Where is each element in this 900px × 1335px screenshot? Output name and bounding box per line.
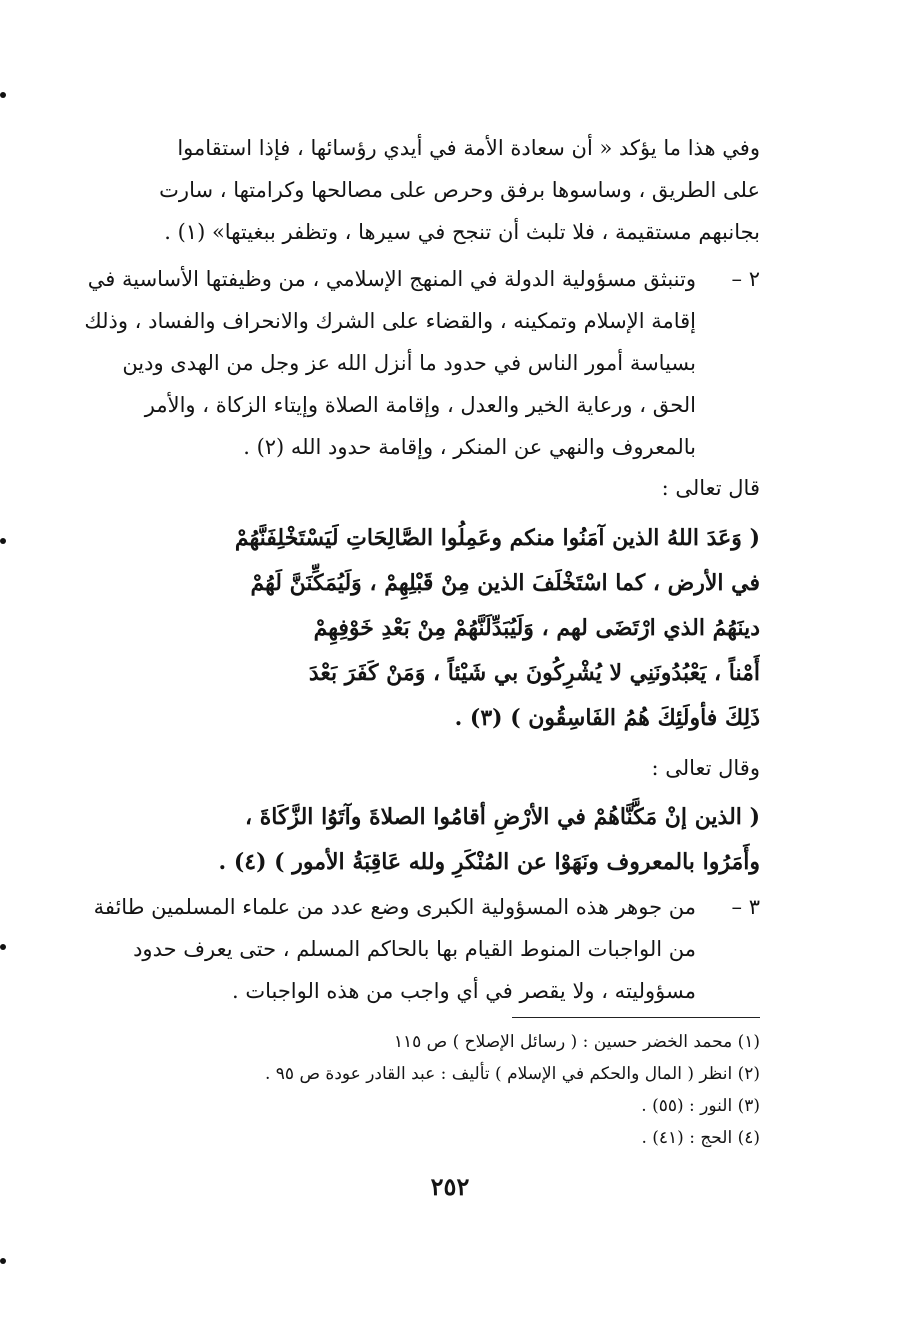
- text-line: بسياسة أمور الناس في حدود ما أنزل الله عز وجل من الهدى ودين: [122, 351, 696, 375]
- margin-dot: [0, 538, 6, 544]
- page-number: ٢٥٢: [430, 1172, 470, 1201]
- verse-line: ( الذين إنْ مَكَّنَّاهُمْ في الأرْضِ أقامُوا الصلاةَ وآتَوُا الزَّكَاةَ ،: [245, 804, 760, 830]
- verse-line: أَمْناً ، يَعْبُدُونَنِي لا يُشْرِكُونَ بي شَيْئاً ، وَمَنْ كَفَرَ بَعْدَ: [308, 660, 760, 686]
- item-number: ٣ –: [731, 895, 760, 919]
- item-body: [70, 886, 696, 1012]
- text-line: إقامة الإسلام وتمكينه ، والقضاء على الشرك والانحراف والفساد ، وذلك: [84, 309, 696, 333]
- text-line: وتنبثق مسؤولية الدولة في المنهج الإسلامي ، من وظيفتها الأساسية في: [87, 267, 696, 291]
- footnote-line: (٣) النور : (٥٥) .: [641, 1096, 760, 1116]
- item-number: ٢ –: [731, 267, 760, 291]
- text-line: من الواجبات المنوط القيام بها بالحاكم المسلم ، حتى يعرف حدود: [133, 937, 696, 961]
- verse-line: دينَهُمُ الذي ارْتَضَى لهم ، وَلَيُبَدِّلَنَّهُمْ مِنْ بَعْدِ خَوْفِهِمْ: [313, 615, 760, 641]
- verse-intro-label: قال تعالى :: [661, 476, 760, 500]
- verse-line: في الأرض ، كما اسْتَخْلَفَ الذين مِنْ قَبْلِهِمْ ، وَلَيُمَكِّنَنَّ لَهُمْ: [250, 570, 760, 596]
- verse-line: وأَمَرُوا بالمعروف ونَهَوْا عن المُنْكَرِ ولله عَاقِبَةُ الأمور ) (٤) .: [218, 849, 760, 875]
- list-item-3: [70, 886, 760, 1016]
- item-body: [70, 258, 696, 468]
- footnote-line: (١) محمد الخضر حسين : ( رسائل الإصلاح ) ص ١١٥: [393, 1032, 760, 1052]
- text-line: على الطريق ، وساسوها برفق وحرص على مصالحها وكرامتها ، سارت: [159, 178, 760, 202]
- footnote-line: (٢) انظر ( المال والحكم في الإسلام ) تأليف : عبد القادر عودة ص ٩٥ .: [264, 1064, 760, 1084]
- text-line: بالمعروف والنهي عن المنكر ، وإقامة حدود الله (٢) .: [243, 435, 696, 459]
- margin-dot: [0, 92, 6, 98]
- footnote-separator: [512, 1017, 760, 1018]
- list-item-2: [70, 258, 760, 473]
- margin-dot: [0, 1258, 6, 1264]
- text-line: من جوهر هذه المسؤولية الكبرى وضع عدد من علماء المسلمين طائفة: [93, 895, 696, 919]
- footnote-line: (٤) الحج : (٤١) .: [641, 1128, 760, 1148]
- quran-verse-1: [70, 516, 760, 741]
- paragraph-1: [70, 127, 760, 253]
- verse-line: ( وَعَدَ اللهُ الذين آمَنُوا منكم وعَمِلُوا الصَّالِحَاتِ لَيَسْتَخْلِفَنَّهُمْ: [234, 525, 760, 551]
- margin-dot: [0, 944, 6, 950]
- text-line: وفي هذا ما يؤكد « أن سعادة الأمة في أيدي رؤسائها ، فإذا استقاموا: [177, 136, 760, 160]
- footnotes: [70, 1026, 760, 1154]
- text-line: الحق ، ورعاية الخير والعدل ، وإقامة الصلاة وإيتاء الزكاة ، والأمر: [144, 393, 696, 417]
- text-line: مسؤوليته ، ولا يقصر في أي واجب من هذه الواجبات .: [231, 979, 696, 1003]
- quran-verse-2: [70, 795, 760, 885]
- text-line: بجانبهم مستقيمة ، فلا تلبث أن تنجح في سيرها ، وتظفر ببغيتها» (١) .: [164, 220, 760, 244]
- verse-line: ذَلِكَ فأولَئِكَ هُمُ الفَاسِقُون ) (٣) .: [454, 705, 760, 731]
- verse-intro-label: وقال تعالى :: [651, 756, 760, 780]
